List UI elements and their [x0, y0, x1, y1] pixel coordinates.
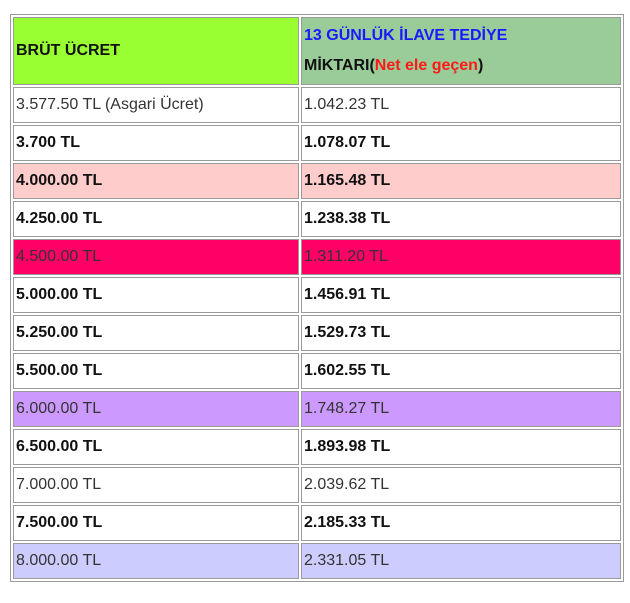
header-gross-wage: BRÜT ÜCRET: [13, 17, 299, 85]
gross-wage-cell: 3.577.50 TL (Asgari Ücret): [13, 87, 299, 123]
gross-wage-cell: 3.700 TL: [13, 125, 299, 161]
net-bonus-cell: 1.529.73 TL: [301, 315, 621, 351]
table-row: [13, 201, 621, 237]
gross-wage-cell: 6.000.00 TL: [13, 391, 299, 427]
net-bonus-cell: 2.331.05 TL: [301, 543, 621, 579]
bonus-payment-table: [10, 14, 624, 582]
table-row: [13, 391, 621, 427]
net-bonus-cell: 1.078.07 TL: [301, 125, 621, 161]
table-row: [13, 163, 621, 199]
net-bonus-cell: 1.042.23 TL: [301, 87, 621, 123]
table-row: [13, 429, 621, 465]
table-row: [13, 125, 621, 161]
gross-wage-cell: 4.250.00 TL: [13, 201, 299, 237]
header-bonus-subtitle-a: MİKTARI(: [304, 57, 375, 74]
net-bonus-cell: 1.602.55 TL: [301, 353, 621, 389]
gross-wage-cell: 7.500.00 TL: [13, 505, 299, 541]
table-header-row: [13, 17, 621, 85]
table-row: [13, 543, 621, 579]
net-bonus-cell: 1.893.98 TL: [301, 429, 621, 465]
table-row: [13, 239, 621, 275]
table-row: [13, 277, 621, 313]
table-row: [13, 353, 621, 389]
table-row: [13, 315, 621, 351]
net-bonus-cell: 2.185.33 TL: [301, 505, 621, 541]
gross-wage-cell: 4.500.00 TL: [13, 239, 299, 275]
header-bonus-amount: [301, 17, 621, 85]
gross-wage-cell: 5.500.00 TL: [13, 353, 299, 389]
header-bonus-subtitle: [304, 51, 618, 81]
table-row: [13, 467, 621, 503]
net-bonus-cell: 1.748.27 TL: [301, 391, 621, 427]
gross-wage-cell: 5.250.00 TL: [13, 315, 299, 351]
header-bonus-subtitle-net: Net ele geçen: [374, 57, 478, 74]
salary-table-container: [10, 14, 622, 582]
net-bonus-cell: 2.039.62 TL: [301, 467, 621, 503]
gross-wage-cell: 8.000.00 TL: [13, 543, 299, 579]
table-row: [13, 505, 621, 541]
net-bonus-cell: 1.311.20 TL: [301, 239, 621, 275]
gross-wage-cell: 5.000.00 TL: [13, 277, 299, 313]
net-bonus-cell: 1.238.38 TL: [301, 201, 621, 237]
net-bonus-cell: 1.165.48 TL: [301, 163, 621, 199]
table-row: [13, 87, 621, 123]
header-bonus-title: 13 GÜNLÜK İLAVE TEDİYE: [304, 27, 508, 44]
gross-wage-cell: 6.500.00 TL: [13, 429, 299, 465]
gross-wage-cell: 7.000.00 TL: [13, 467, 299, 503]
header-bonus-subtitle-c: ): [477, 57, 484, 74]
net-bonus-cell: 1.456.91 TL: [301, 277, 621, 313]
gross-wage-cell: 4.000.00 TL: [13, 163, 299, 199]
